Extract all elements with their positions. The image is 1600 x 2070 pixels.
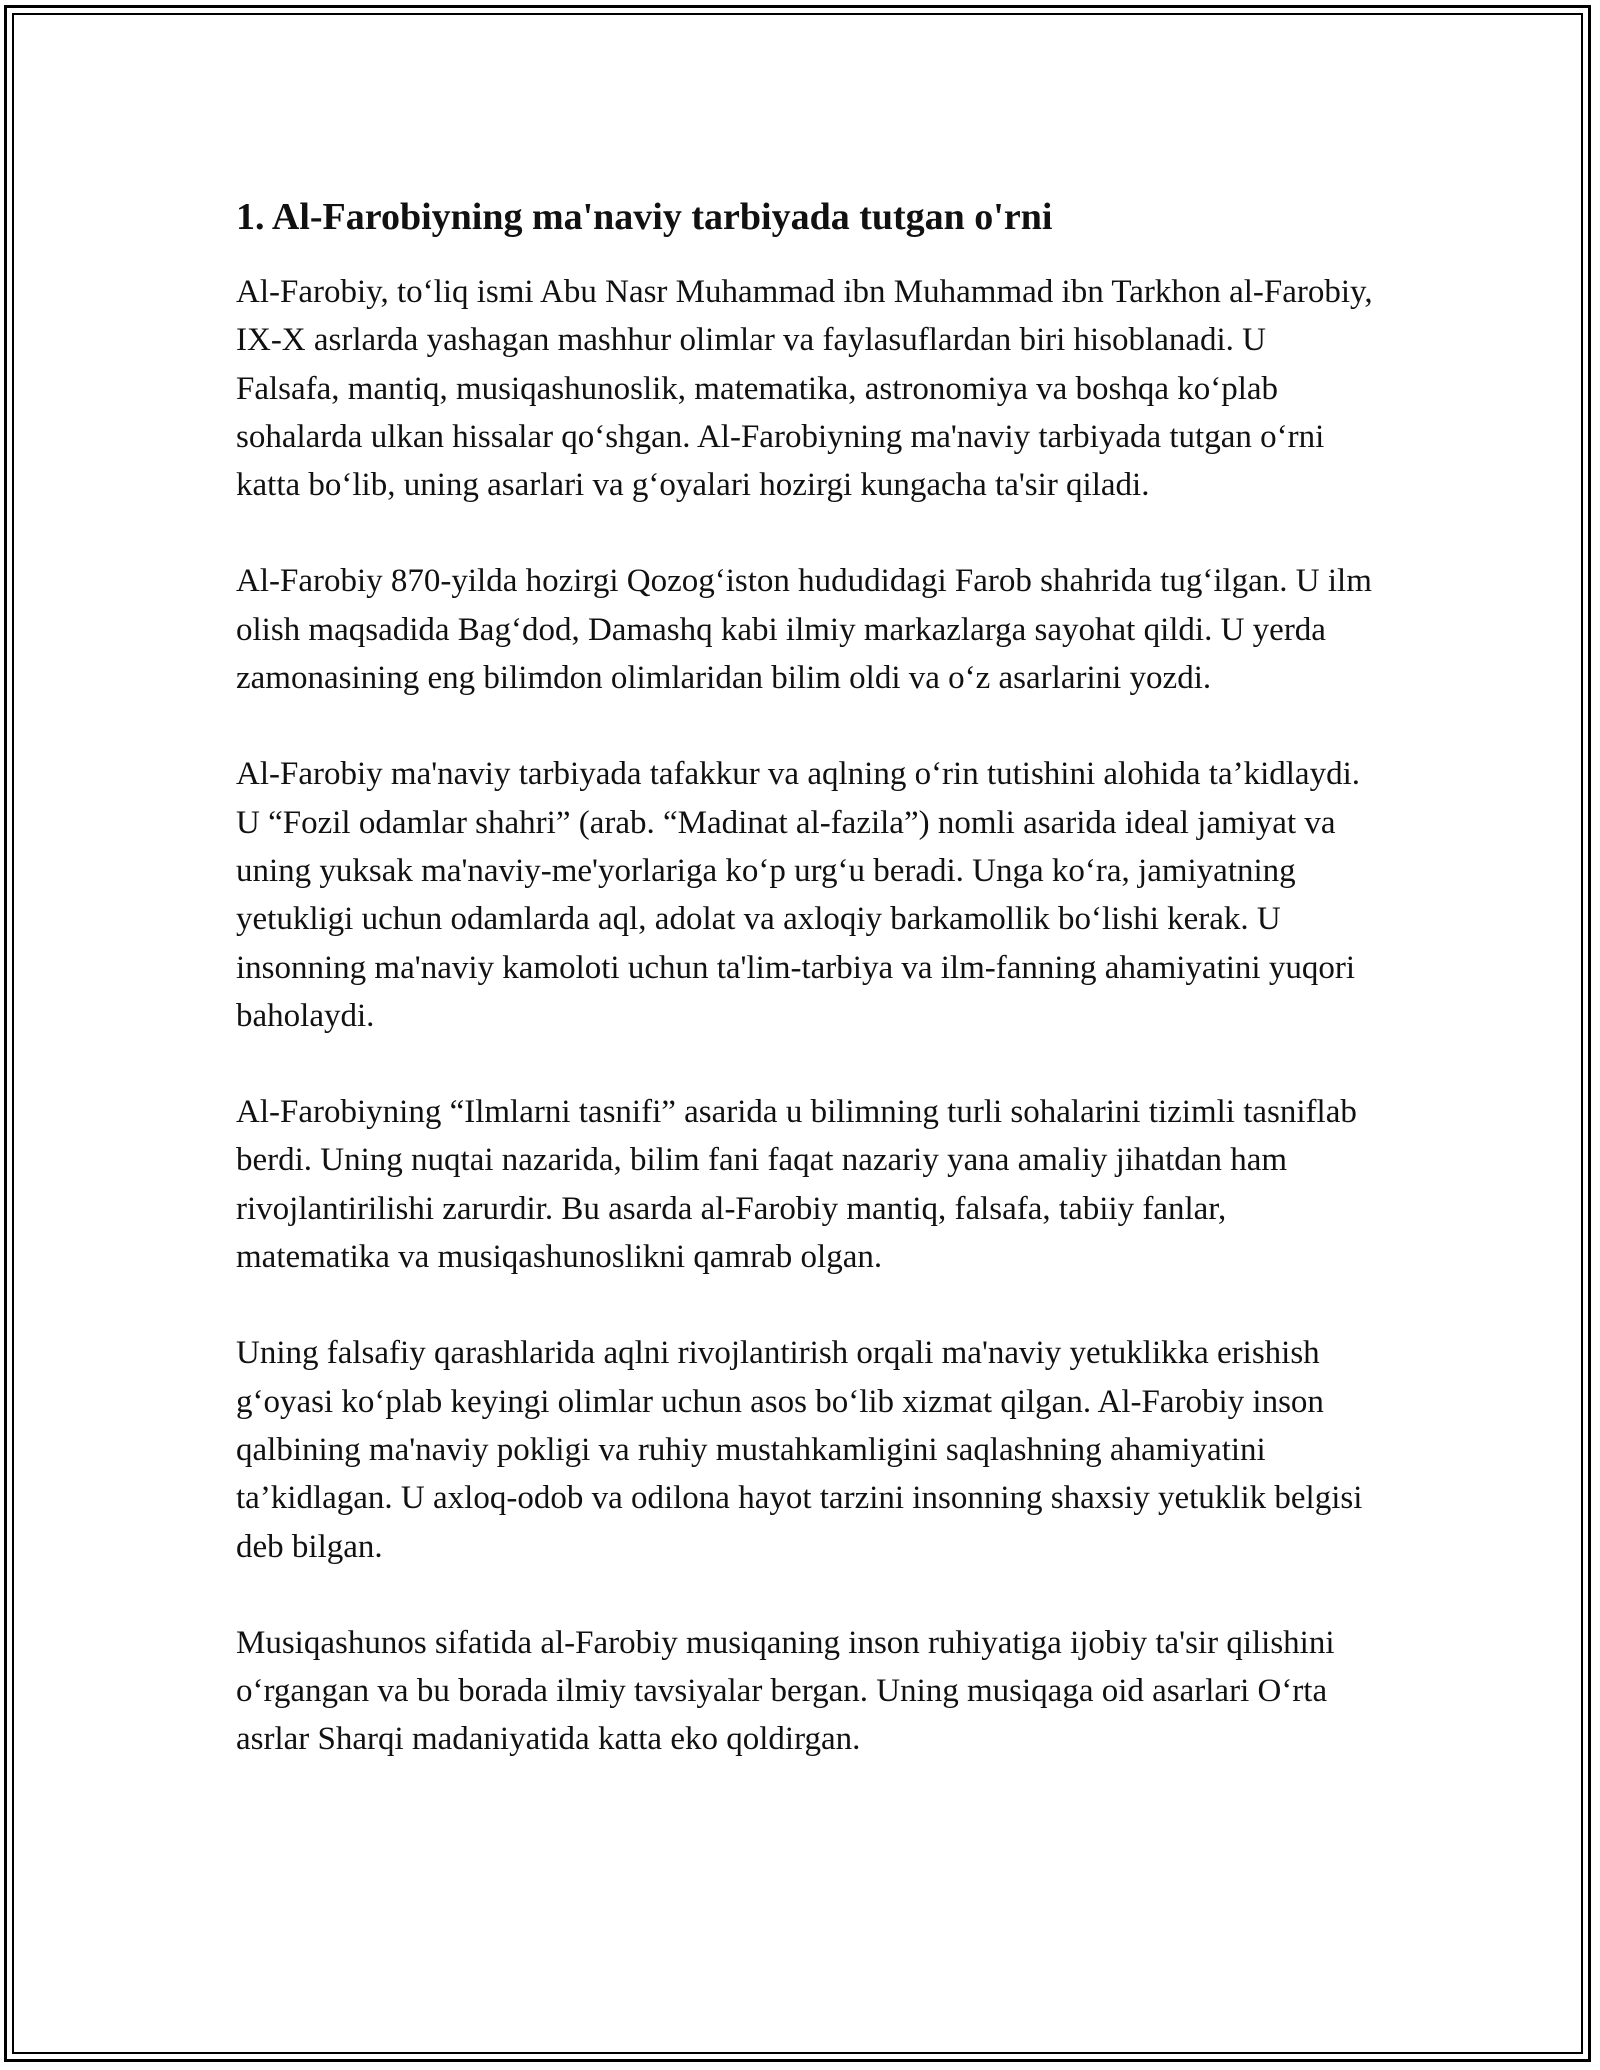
paragraph-virtuous-city: Al-Farobiy ma'naviy tarbiyada tafakkur va aqlning o‘rin tutishini alohida ta’kidlaydi. U “Fozil odamlar shahri” (arab. “Madinat al-fazila”) nomli asarida ideal jamiyat va uning yuksak ma'naviy-me'yorlariga ko‘p urg‘u beradi. Unga ko‘ra, jamiyatning yetukligi uchun odamlarda aql, adolat va axloqiy barkamollik bo‘lishi kerak. U insonning ma'naviy kamoloti uchun ta'lim-tarbiya va ilm-fanning ahamiyatini yuqori baholaydi. (236, 756, 1360, 1034)
document-body (236, 190, 1376, 1812)
paragraph-intro: Al-Farobiy, to‘liq ismi Abu Nasr Muhammad ibn Muhammad ibn Tarkhon al-Farobiy, IX-X asrlarda yashagan mashhur olimlar va faylasuflardan biri hisoblanadi. U Falsafa, mantiq, musiqashunoslik, matematika, astronomiya va boshqa ko‘plab sohalarda ulkan hissalar qo‘shgan. Al-Farobiyning ma'naviy tarbiyada tutgan o‘rni katta bo‘lib, uning asarlari va g‘oyalari hozirgi kungacha ta'sir qiladi. (236, 274, 1373, 504)
paragraph-philosophy: Uning falsafiy qarashlarida aqlni rivojlantirish orqali ma'naviy yetuklikka erishish g‘oyasi ko‘plab keyingi olimlar uchun asos bo‘lib xizmat qilgan. Al-Farobiy inson qalbining ma'naviy pokligi va ruhiy mustahkamligini saqlashning ahamiyatini ta’kidlagan. U axloq-odob va odilona hayot tarzini insonning shaxsiy yetuklik belgisi deb bilgan. (236, 1335, 1363, 1565)
section-heading: 1. Al-Farobiyning ma'naviy tarbiyada tutgan o'rni (236, 196, 1053, 238)
paragraph-biography: Al-Farobiy 870-yilda hozirgi Qozog‘iston hududidagi Farob shahrida tug‘ilgan. U ilm olish maqsadida Bag‘dod, Damashq kabi ilmiy markazlarga sayohat qildi. U yerda zamonasining eng bilimdon olimlaridan bilim oldi va o‘z asarlarini yozdi. (236, 563, 1372, 697)
paragraph-classification-of-sciences: Al-Farobiyning “Ilmlarni tasnifi” asarida u bilimning turli sohalarini tizimli tasniflab berdi. Uning nuqtai nazarida, bilim fani faqat nazariy yana amaliy jihatdan ham rivojlantirilishi zarurdir. Bu asarda al-Farobiy mantiq, falsafa, tabiiy fanlar, matematika va musiqashunoslikni qamrab olgan. (236, 1094, 1357, 1276)
paragraph-music: Musiqashunos sifatida al-Farobiy musiqaning inson ruhiyatiga ijobiy ta'sir qilishini o‘rgangan va bu borada ilmiy tavsiyalar bergan. Uning musiqaga oid asarlari O‘rta asrlar Sharqi madaniyatida katta eko qoldirgan. (236, 1624, 1335, 1758)
